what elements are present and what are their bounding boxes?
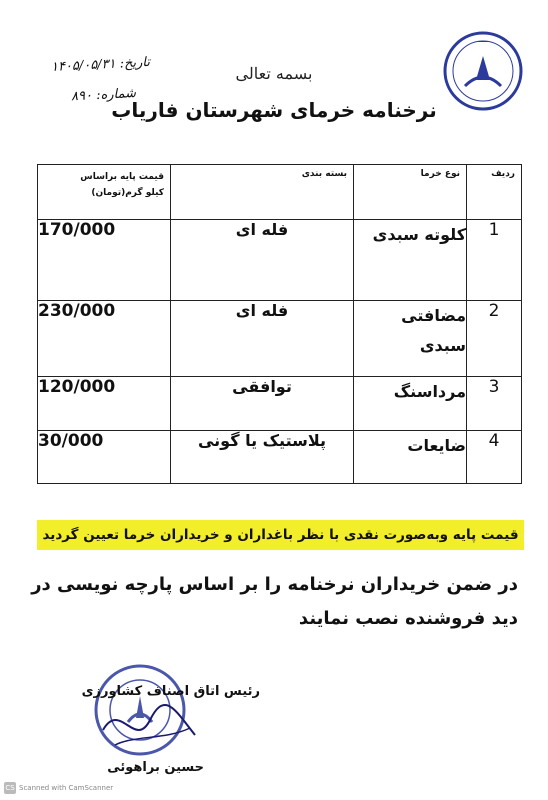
table-row [38, 377, 522, 431]
date-type: مضافتی سبدی [354, 301, 467, 377]
row-number: 3 [467, 377, 522, 431]
table-row [38, 431, 522, 484]
handwritten-signature-icon [95, 690, 205, 760]
base-price: 120/000 [38, 377, 171, 431]
header-row-number: ردیف [467, 165, 522, 220]
price-table [37, 164, 522, 484]
scanner-watermark [4, 782, 113, 794]
signer-title: رئیس اتاق اصناف کشاورزی [81, 684, 260, 699]
table-row [38, 220, 522, 301]
packaging: پلاستیک یا گونی [171, 431, 354, 484]
date-type: ضایعات [354, 431, 467, 484]
highlighted-note: قیمت پایه وبه‌صورت نقدی با نظر باغداران و خریداران خرما تعیین گردید [37, 520, 524, 550]
header-base-price [38, 165, 171, 220]
base-price: 170/000 [38, 220, 171, 301]
page-title: نرخنامه خرمای شهرستان فاریاب [111, 98, 437, 122]
table-header-row [38, 165, 522, 220]
row-number: 2 [467, 301, 522, 377]
header-base-price-line2: کیلو گرم(تومان) [91, 188, 164, 198]
row-number: 4 [467, 431, 522, 484]
base-price: 30/000 [38, 431, 171, 484]
table-row [38, 301, 522, 377]
header-packaging: بسته بندی [171, 165, 354, 220]
packaging: فله ای [171, 220, 354, 301]
signer-name: حسین براهوئی [107, 760, 204, 775]
date-type: مرداسنگ [354, 377, 467, 431]
notice-text: در ضمن خریداران نرخنامه را بر اساس پارچه نویسی در دید فروشنده نصب نمایند [31, 574, 518, 629]
date-type: کلوته سبدی [354, 220, 467, 301]
row-number: 1 [467, 220, 522, 301]
document-number: شماره: ۸۹۰ [70, 85, 137, 105]
header-date-type: نوع خرما [354, 165, 467, 220]
scanner-text: Scanned with CamScanner [19, 784, 114, 792]
bismillah-heading: بسمه تعالی [235, 64, 313, 83]
camscanner-icon: CS [5, 784, 15, 792]
packaging: فله ای [171, 301, 354, 377]
document-date: تاریخ: ۱۴۰۵/۰۵/۳۱ [50, 54, 151, 76]
svg-text:ـــــ: ـــــ [477, 36, 489, 44]
base-price: 230/000 [38, 301, 171, 377]
packaging: توافقی [171, 377, 354, 431]
header-base-price-line1: قیمت پایه براساس [80, 172, 164, 182]
